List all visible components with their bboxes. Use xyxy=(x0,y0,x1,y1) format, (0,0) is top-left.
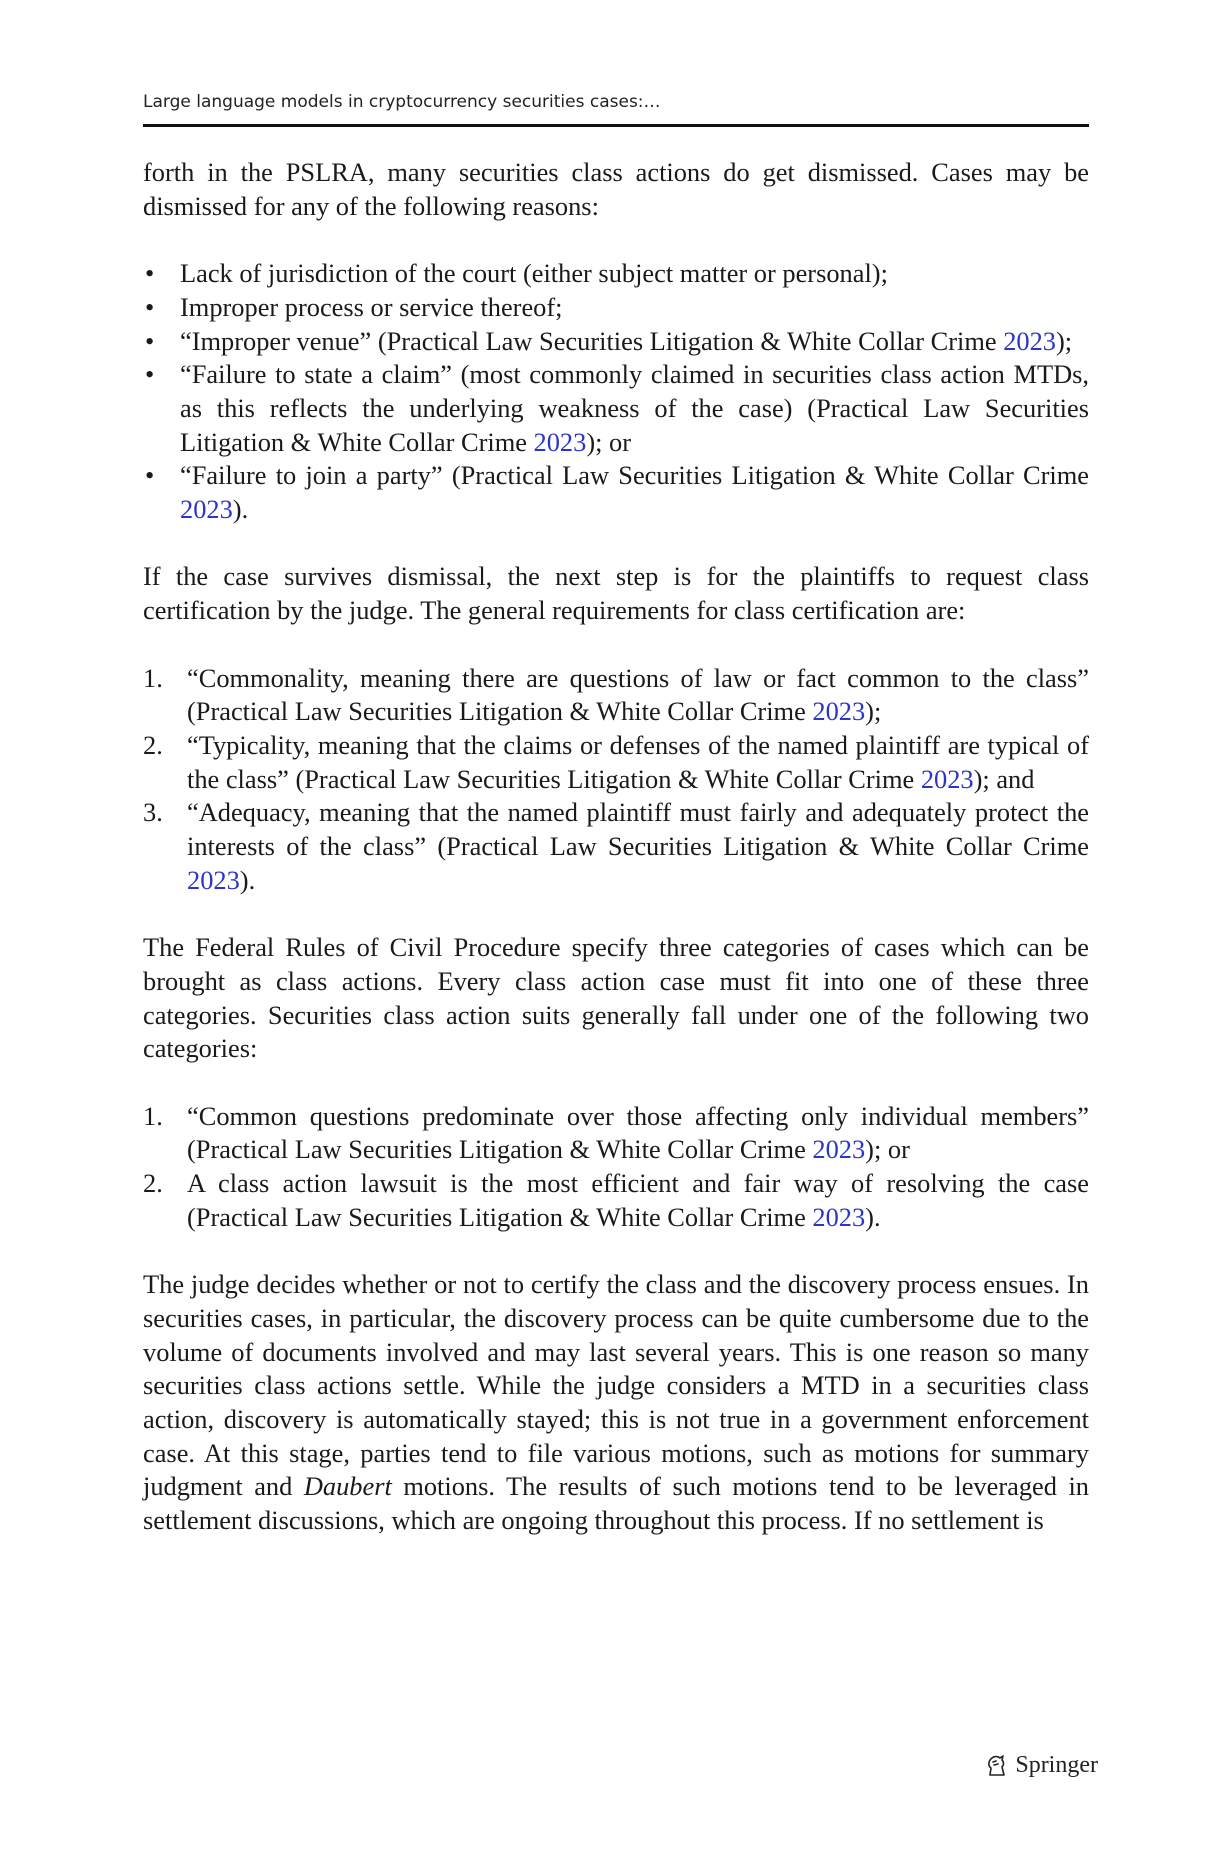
dismissal-reasons-list xyxy=(143,257,1089,527)
list-item: 3. “Adequacy, meaning that the named plaintiff must fairly and adequately protect the interests of the class” (Practical Law Securities Litigation & White Collar Crime 2023). xyxy=(143,797,1089,895)
bullet-icon: • xyxy=(145,258,155,289)
citation-link[interactable]: 2023 xyxy=(812,696,866,727)
bullet-icon: • xyxy=(145,325,155,356)
citation-link[interactable]: 2023 xyxy=(180,494,233,525)
class-certification-list xyxy=(143,662,1089,898)
article-body xyxy=(143,156,1089,1538)
paragraph-3: The Federal Rules of Civil Procedure specify three categories of cases which can be brought as class actions. Every class action case must fit into one of these three categories. Securities class action suits generally fall under one of the following two categories: xyxy=(143,932,1089,1064)
class-action-categories-list xyxy=(143,1100,1089,1235)
list-item: 1. “Common questions predominate over those affecting only individual members” (Practical Law Securities Litigation & White Collar Crime 2023); or xyxy=(143,1100,1089,1165)
list-item: • Improper process or service thereof; xyxy=(143,291,1089,325)
paragraph-4: The judge decides whether or not to certify the class and the discovery process ensues. In securities cases, in particular, the discovery process can be quite cumbersome due to the volume of documents involved and may last several years. This is one reason so many securities class actions settle. While the judge considers a MTD in a securities class action, discovery is automatically stayed; this is not true in a government enforcement case. At this stage, parties tend to file various motions, such as motions for summary judgment and Daubert motions. The results of such motions tend to be leveraged in settlement discussions, which are ongoing throughout this process. If no settlement is xyxy=(143,1269,1089,1536)
list-item: 2. A class action lawsuit is the most efficient and fair way of resolving the case (Practical Law Securities Litigation & White Collar Crime 2023). xyxy=(143,1168,1089,1232)
bullet-icon: • xyxy=(145,291,155,322)
list-item: 1. “Commonality, meaning there are questions of law or fact common to the class” (Practical Law Securities Litigation & White Collar Crime 2023); xyxy=(143,662,1089,727)
citation-link[interactable]: 2023 xyxy=(812,1134,866,1165)
list-item: 2. “Typicality, meaning that the claims or defenses of the named plaintiff are typical of the class” (Practical Law Securities Litigation & White Collar Crime 2023); and xyxy=(143,729,1089,794)
citation-link[interactable]: 2023 xyxy=(920,763,974,794)
citation-link[interactable]: 2023 xyxy=(533,426,587,457)
italic-term: Daubert xyxy=(303,1471,392,1502)
list-item: • “Failure to join a party” (Practical Law Securities Litigation & White Collar Crime 2023). xyxy=(145,460,1089,525)
list-item: • Lack of jurisdiction of the court (either subject matter or personal); xyxy=(143,257,1089,291)
list-item: • “Failure to state a claim” (most commonly claimed in securities class action MTDs, as this reflects the underlying weakness of the case) (Practical Law Securities Litigation & White Collar Crime 2023); or xyxy=(145,359,1089,457)
bullet-icon: • xyxy=(145,359,155,390)
header-rule xyxy=(143,124,1089,127)
citation-link[interactable]: 2023 xyxy=(812,1201,866,1232)
paragraph-2: If the case survives dismissal, the next step is for the plaintiffs to request class certification by the judge. The general requirements for class certification are: xyxy=(143,561,1089,626)
citation-link[interactable]: 2023 xyxy=(187,864,240,895)
bullet-icon: • xyxy=(145,460,155,491)
springer-horse-icon xyxy=(983,1753,1009,1779)
running-title: Large language models in cryptocurrency securities cases:… xyxy=(143,92,661,112)
citation-link[interactable]: 2023 xyxy=(1003,325,1056,356)
publisher-name: Springer xyxy=(1015,1752,1098,1778)
paragraph-1: forth in the PSLRA, many securities class actions do get dismissed. Cases may be dismissed for any of the following reasons: xyxy=(143,157,1089,221)
publisher-logo xyxy=(983,1752,1098,1779)
list-item: • “Improper venue” (Practical Law Securities Litigation & White Collar Crime 2023); xyxy=(143,325,1089,359)
